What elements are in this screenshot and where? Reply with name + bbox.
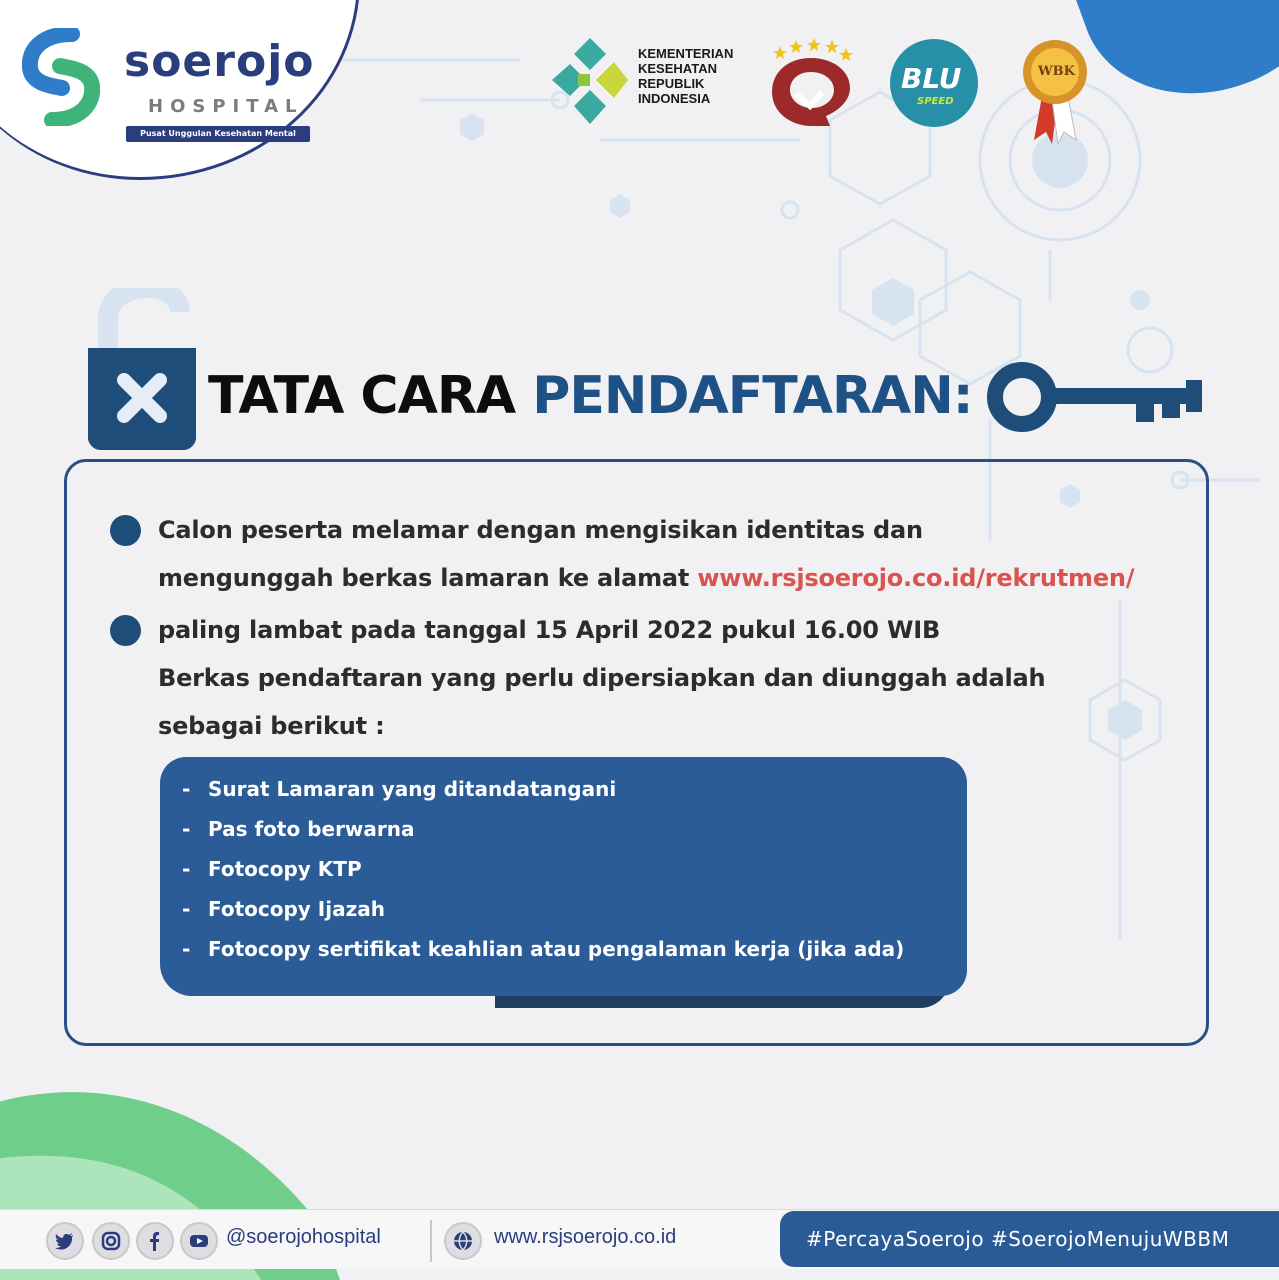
instagram-icon bbox=[101, 1231, 121, 1251]
document-list bbox=[160, 757, 967, 996]
wbk-medal-icon bbox=[1020, 38, 1090, 146]
kemenkes-line-1: KEMENTERIAN bbox=[638, 46, 734, 61]
recruitment-link[interactable]: www.rsjsoerojo.co.id/rekrutmen/ bbox=[697, 564, 1135, 592]
list-item: - Fotocopy sertifikat keahlian atau pengalaman kerja (jika ada) bbox=[182, 937, 905, 961]
youtube-link[interactable] bbox=[180, 1222, 218, 1260]
wbk-label: WBK bbox=[1038, 64, 1075, 79]
brand-name: soerojo bbox=[124, 36, 315, 87]
facebook-icon bbox=[145, 1231, 165, 1251]
blu-speed-logo bbox=[889, 38, 979, 128]
facebook-link[interactable] bbox=[136, 1222, 174, 1260]
document-item-5: Fotocopy sertifikat keahlian atau pengalaman kerja (jika ada) bbox=[208, 937, 905, 961]
document-item-4: Fotocopy Ijazah bbox=[208, 897, 385, 921]
list-item: - Fotocopy KTP bbox=[182, 857, 362, 881]
hashtags-banner: #PercayaSoerojo #SoerojoMenujuWBBM bbox=[780, 1211, 1279, 1267]
content-line-3: paling lambat pada tanggal 15 April 2022 pukul 16.00 WIB bbox=[158, 616, 941, 644]
list-item: - Pas foto berwarna bbox=[182, 817, 415, 841]
twitter-link[interactable] bbox=[46, 1222, 84, 1260]
content-line-2-text: mengunggah berkas lamaran ke alamat bbox=[158, 564, 698, 592]
kemenkes-line-3: REPUBLIK bbox=[638, 76, 705, 91]
twitter-icon bbox=[55, 1231, 75, 1251]
content-line-1: Calon peserta melamar dengan mengisikan identitas dan bbox=[158, 516, 923, 544]
document-item-1: Surat Lamaran yang ditandatangani bbox=[208, 777, 617, 801]
list-item: - Fotocopy Ijazah bbox=[182, 897, 385, 921]
list-item: - Surat Lamaran yang ditandatangani bbox=[182, 777, 617, 801]
key-icon bbox=[986, 362, 1204, 432]
blu-speed-label: SPEED bbox=[917, 96, 954, 107]
blu-label: BLU bbox=[901, 62, 962, 95]
wbk-badge-logo bbox=[1020, 38, 1090, 146]
website-globe-icon bbox=[444, 1222, 482, 1260]
social-handle[interactable]: @soerojohospital bbox=[226, 1226, 381, 1248]
bullet-point-1 bbox=[110, 515, 141, 546]
document-item-3: Fotocopy KTP bbox=[208, 857, 362, 881]
brand-tagline: Pusat Unggulan Kesehatan Mental Integratif bbox=[126, 126, 310, 142]
quality-q-logo-icon bbox=[766, 36, 856, 130]
kemenkes-emblem-icon bbox=[548, 34, 632, 129]
kemenkes-logo bbox=[548, 34, 748, 129]
title-part-1: TATA CARA bbox=[208, 366, 533, 426]
content-line-4: Berkas pendaftaran yang perlu dipersiapkan dan diunggah adalah bbox=[158, 664, 1046, 692]
website-link[interactable]: www.rsjsoerojo.co.id bbox=[494, 1226, 677, 1248]
kemenkes-line-4: INDONESIA bbox=[638, 91, 711, 106]
title-part-2: PENDAFTARAN: bbox=[532, 366, 973, 426]
unlocked-padlock-icon bbox=[88, 288, 196, 450]
content-line-2 bbox=[158, 554, 1134, 602]
youtube-icon bbox=[189, 1231, 209, 1251]
soerojo-logo-icon bbox=[22, 28, 100, 126]
document-item-2: Pas foto berwarna bbox=[208, 817, 415, 841]
footer-divider bbox=[430, 1220, 432, 1262]
kemenkes-text bbox=[638, 46, 733, 106]
instagram-link[interactable] bbox=[92, 1222, 130, 1260]
content-line-5: sebagai berikut : bbox=[158, 712, 385, 740]
bullet-point-2 bbox=[110, 615, 141, 646]
brand-subtitle: HOSPITAL bbox=[148, 96, 304, 117]
kemenkes-line-2: KESEHATAN bbox=[638, 61, 717, 76]
page-title bbox=[208, 366, 973, 426]
